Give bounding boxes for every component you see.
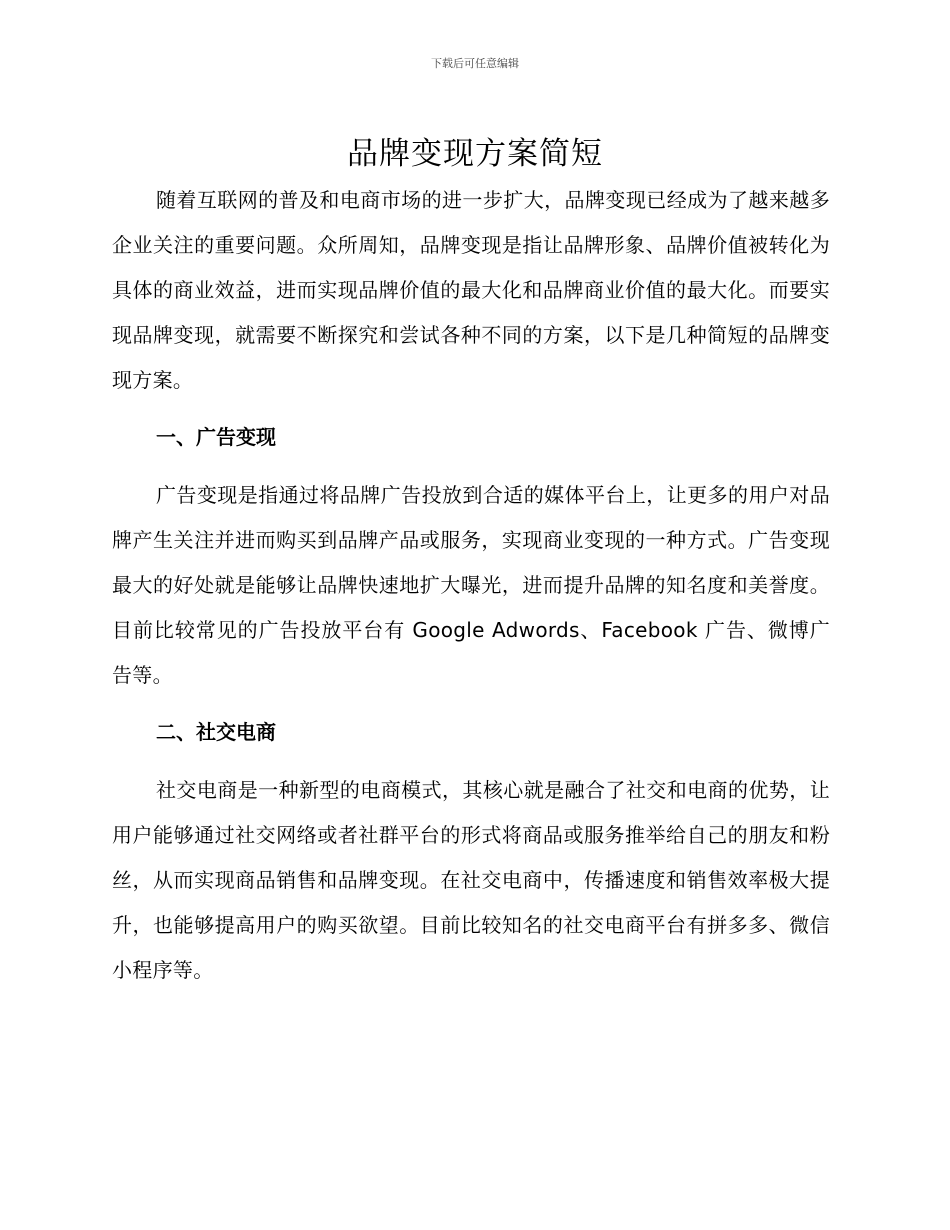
document-body bbox=[112, 178, 830, 993]
section-body-social-commerce: 社交电商是一种新型的电商模式，其核心就是融合了社交和电商的优势，让用户能够通过社交网络或者社群平台的形式将商品或服务推举给自己的朋友和粉丝，从而实现商品销售和品牌变现。在社交电商中，传播速度和销售效率极大提升，也能够提高用户的购买欲望。目前比较知名的社交电商平台有拼多多、微信小程序等。 bbox=[112, 778, 830, 982]
section-heading-ads: 一、广告变现 bbox=[156, 425, 276, 449]
document-title: 品牌变现方案简短 bbox=[347, 136, 603, 172]
header-note: 下载后可任意编辑 bbox=[431, 57, 519, 70]
section-heading-social-commerce: 二、社交电商 bbox=[156, 720, 276, 744]
spacer bbox=[112, 698, 830, 710]
spacer bbox=[112, 403, 830, 415]
spacer bbox=[112, 755, 830, 768]
spacer bbox=[112, 460, 830, 473]
intro-paragraph: 随着互联网的普及和电商市场的进一步扩大，品牌变现已经成为了越来越多企业关注的重要问题。众所周知，品牌变现是指让品牌形象、品牌价值被转化为具体的商业效益，进而实现品牌价值的最大化和品牌商业价值的最大化。而要实现品牌变现，就需要不断探究和尝试各种不同的方案，以下是几种简短的品牌变现方案。 bbox=[112, 188, 830, 392]
section-body-ads: 广告变现是指通过将品牌广告投放到合适的媒体平台上，让更多的用户对品牌产生关注并进而购买到品牌产品或服务，实现商业变现的一种方式。广告变现最大的好处就是能够让品牌快速地扩大曝光，进而提升品牌的知名度和美誉度。目前比较常见的广告投放平台有 Google Adwords、Facebook 广告、微博广告等。 bbox=[112, 483, 830, 687]
